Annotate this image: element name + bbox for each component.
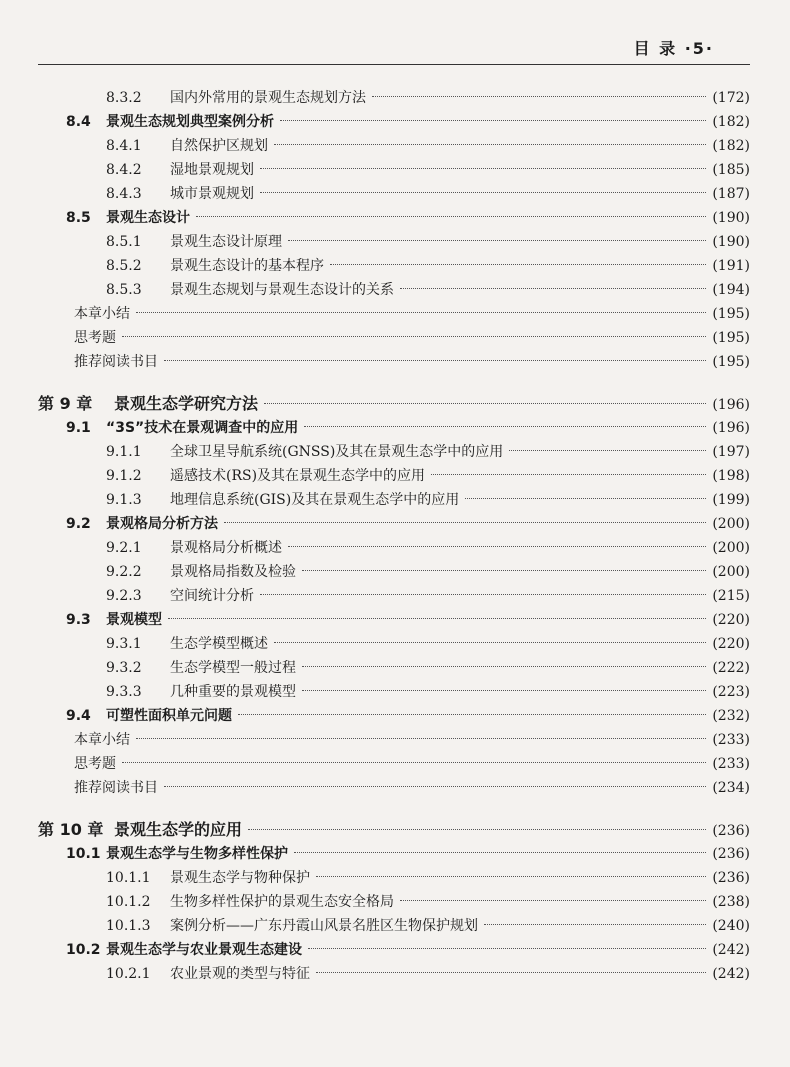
toc-entry[interactable] bbox=[38, 182, 750, 206]
dot-leader bbox=[302, 666, 706, 667]
dot-leader bbox=[302, 690, 706, 691]
toc-entry-page: (215) bbox=[712, 588, 750, 604]
toc-entry-page: (182) bbox=[712, 114, 750, 130]
toc-entry-page: (223) bbox=[712, 684, 750, 700]
toc-entry-page: (242) bbox=[712, 942, 750, 958]
toc-entry-title: 湿地景观规划 bbox=[170, 162, 254, 178]
dot-leader bbox=[280, 120, 706, 121]
toc-entry[interactable] bbox=[38, 776, 750, 800]
toc-entry-page: (200) bbox=[712, 540, 750, 556]
toc-entry[interactable] bbox=[38, 206, 750, 230]
toc-entry-title: 景观生态设计的基本程序 bbox=[170, 258, 324, 274]
toc-entry-number: 10.1.3 bbox=[106, 918, 151, 934]
toc-entry-number: 9.4 bbox=[66, 708, 91, 724]
toc-entry-page: (190) bbox=[712, 234, 750, 250]
toc-entry-title: 农业景观的类型与特征 bbox=[170, 966, 310, 982]
dot-leader bbox=[400, 288, 706, 289]
toc-entry[interactable] bbox=[38, 866, 750, 890]
toc-entry-title: 全球卫星导航系统(GNSS)及其在景观生态学中的应用 bbox=[170, 444, 504, 460]
toc-entry-page: (236) bbox=[712, 846, 750, 862]
toc-entry-page: (240) bbox=[712, 918, 750, 934]
toc-entry-title: 景观生态设计原理 bbox=[170, 234, 282, 250]
toc-entry-page: (233) bbox=[712, 756, 750, 772]
toc-entry-number: 第 9 章 bbox=[38, 394, 93, 413]
toc-entry-page: (232) bbox=[712, 708, 750, 724]
toc-entry-page: (182) bbox=[712, 138, 750, 154]
toc-entry-title: 推荐阅读书目 bbox=[74, 354, 158, 370]
dot-leader bbox=[264, 403, 706, 404]
dot-leader bbox=[224, 522, 706, 523]
toc-entry[interactable] bbox=[38, 278, 750, 302]
toc-entry-page: (234) bbox=[712, 780, 750, 796]
toc-entry-number: 9.2.1 bbox=[106, 540, 142, 556]
toc-entry[interactable] bbox=[38, 938, 750, 962]
toc-entry-title: 几种重要的景观模型 bbox=[170, 684, 296, 700]
toc-entry-title: 生物多样性保护的景观生态安全格局 bbox=[170, 894, 394, 910]
toc-entry-page: (194) bbox=[712, 282, 750, 298]
toc-entry-number: 8.4.3 bbox=[106, 186, 142, 202]
toc-entry[interactable] bbox=[38, 416, 750, 440]
toc-entry[interactable] bbox=[38, 752, 750, 776]
toc-entry-page: (195) bbox=[712, 330, 750, 346]
toc-entry-title: 本章小结 bbox=[74, 732, 130, 748]
toc-entry-number: 8.5 bbox=[66, 210, 91, 226]
toc-entry-number: 10.1 bbox=[66, 846, 101, 862]
toc-entry-title: 空间统计分析 bbox=[170, 588, 254, 604]
dot-leader bbox=[288, 240, 706, 241]
page-header: 目 录 ·5· bbox=[633, 39, 714, 58]
toc-entry-page: (200) bbox=[712, 516, 750, 532]
toc-entry-page: (199) bbox=[712, 492, 750, 508]
dot-leader bbox=[330, 264, 706, 265]
dot-leader bbox=[136, 312, 706, 313]
toc-entry[interactable] bbox=[38, 536, 750, 560]
toc-entry-title: 生态学模型一般过程 bbox=[170, 660, 296, 676]
toc-entry[interactable] bbox=[38, 350, 750, 374]
dot-leader bbox=[288, 546, 706, 547]
dot-leader bbox=[304, 426, 706, 427]
toc-entry-title: 景观模型 bbox=[106, 612, 162, 628]
toc-entry[interactable] bbox=[38, 608, 750, 632]
toc-entry-title: 遥感技术(RS)及其在景观生态学中的应用 bbox=[170, 468, 426, 484]
toc-entry-number: 8.5.1 bbox=[106, 234, 142, 250]
toc-entry-title: 推荐阅读书目 bbox=[74, 780, 158, 796]
dot-leader bbox=[308, 948, 706, 949]
toc-entry-number: 8.4.2 bbox=[106, 162, 142, 178]
table-of-contents bbox=[38, 86, 750, 986]
toc-entry-page: (196) bbox=[712, 420, 750, 436]
toc-entry-title: 景观生态学研究方法 bbox=[114, 394, 259, 413]
toc-entry-number: 9.2.2 bbox=[106, 564, 142, 580]
toc-entry-page: (191) bbox=[712, 258, 750, 274]
toc-entry-title: 生态学模型概述 bbox=[170, 636, 268, 652]
dot-leader bbox=[465, 498, 706, 499]
toc-entry-number: 8.4 bbox=[66, 114, 91, 130]
dot-leader bbox=[274, 642, 706, 643]
toc-entry[interactable] bbox=[38, 230, 750, 254]
toc-entry[interactable] bbox=[38, 728, 750, 752]
toc-entry-title: 景观生态学与农业景观生态建设 bbox=[106, 942, 302, 958]
dot-leader bbox=[316, 876, 706, 877]
toc-entry-page: (220) bbox=[712, 612, 750, 628]
toc-entry-page: (187) bbox=[712, 186, 750, 202]
toc-entry-number: 9.1 bbox=[66, 420, 91, 436]
header-rule bbox=[38, 64, 750, 65]
toc-entry-title: 国内外常用的景观生态规划方法 bbox=[170, 90, 366, 106]
dot-leader bbox=[122, 336, 706, 337]
dot-leader bbox=[122, 762, 706, 763]
dot-leader bbox=[274, 144, 706, 145]
chapter-gap bbox=[38, 374, 750, 392]
toc-entry-page: (200) bbox=[712, 564, 750, 580]
toc-entry-title: 思考题 bbox=[74, 330, 116, 346]
toc-entry[interactable] bbox=[38, 158, 750, 182]
toc-entry[interactable] bbox=[38, 302, 750, 326]
toc-entry-number: 9.3 bbox=[66, 612, 91, 628]
toc-entry-page: (195) bbox=[712, 354, 750, 370]
toc-entry-page: (236) bbox=[712, 870, 750, 886]
toc-entry-page: (198) bbox=[712, 468, 750, 484]
toc-entry-page: (172) bbox=[712, 90, 750, 106]
toc-entry-title: 景观格局分析方法 bbox=[106, 516, 218, 532]
toc-entry-title: 景观生态规划典型案例分析 bbox=[106, 114, 274, 130]
toc-entry[interactable] bbox=[38, 440, 750, 464]
toc-entry[interactable] bbox=[38, 818, 750, 842]
toc-entry[interactable] bbox=[38, 464, 750, 488]
dot-leader bbox=[400, 900, 706, 901]
toc-entry-page: (190) bbox=[712, 210, 750, 226]
toc-entry-number: 10.2.1 bbox=[106, 966, 151, 982]
toc-entry[interactable] bbox=[38, 254, 750, 278]
toc-entry-number: 9.1.2 bbox=[106, 468, 142, 484]
toc-entry-title: 景观生态设计 bbox=[106, 210, 190, 226]
toc-entry-title: 本章小结 bbox=[74, 306, 130, 322]
toc-entry-title: 城市景观规划 bbox=[170, 186, 254, 202]
toc-entry-number: 8.4.1 bbox=[106, 138, 142, 154]
toc-entry-number: 9.3.1 bbox=[106, 636, 142, 652]
toc-entry[interactable] bbox=[38, 392, 750, 416]
toc-entry-title: 景观生态学与物种保护 bbox=[170, 870, 310, 886]
toc-entry-title: “3S”技术在景观调查中的应用 bbox=[106, 420, 299, 436]
toc-entry-page: (222) bbox=[712, 660, 750, 676]
toc-entry-page: (196) bbox=[712, 397, 750, 413]
toc-entry-title: 景观格局指数及检验 bbox=[170, 564, 296, 580]
toc-entry-title: 地理信息系统(GIS)及其在景观生态学中的应用 bbox=[170, 492, 460, 508]
toc-entry-number: 9.3.3 bbox=[106, 684, 142, 700]
toc-entry-title: 自然保护区规划 bbox=[170, 138, 268, 154]
chapter-gap bbox=[38, 800, 750, 818]
toc-entry-title: 景观生态学与生物多样性保护 bbox=[106, 846, 288, 862]
toc-entry-number: 9.1.3 bbox=[106, 492, 142, 508]
toc-entry[interactable] bbox=[38, 584, 750, 608]
toc-entry-number: 10.2 bbox=[66, 942, 101, 958]
dot-leader bbox=[484, 924, 706, 925]
toc-entry[interactable] bbox=[38, 488, 750, 512]
toc-entry-title: 景观格局分析概述 bbox=[170, 540, 282, 556]
dot-leader bbox=[196, 216, 706, 217]
toc-entry-page: (236) bbox=[712, 823, 750, 839]
toc-entry-page: (220) bbox=[712, 636, 750, 652]
toc-entry-number: 9.2 bbox=[66, 516, 91, 532]
toc-entry-page: (195) bbox=[712, 306, 750, 322]
toc-entry[interactable] bbox=[38, 680, 750, 704]
toc-entry[interactable] bbox=[38, 512, 750, 536]
toc-entry-title: 景观生态规划与景观生态设计的关系 bbox=[170, 282, 394, 298]
dot-leader bbox=[168, 618, 706, 619]
toc-entry-page: (185) bbox=[712, 162, 750, 178]
toc-entry[interactable] bbox=[38, 110, 750, 134]
toc-entry-page: (242) bbox=[712, 966, 750, 982]
toc-entry-number: 9.1.1 bbox=[106, 444, 142, 460]
dot-leader bbox=[238, 714, 706, 715]
toc-entry[interactable] bbox=[38, 656, 750, 680]
toc-entry[interactable] bbox=[38, 86, 750, 110]
toc-entry-page: (233) bbox=[712, 732, 750, 748]
toc-entry-number: 第 10 章 bbox=[38, 820, 104, 839]
dot-leader bbox=[136, 738, 706, 739]
toc-entry[interactable] bbox=[38, 560, 750, 584]
toc-entry[interactable] bbox=[38, 890, 750, 914]
toc-entry[interactable] bbox=[38, 134, 750, 158]
toc-entry[interactable] bbox=[38, 632, 750, 656]
dot-leader bbox=[316, 972, 706, 973]
toc-entry-page: (197) bbox=[712, 444, 750, 460]
dot-leader bbox=[260, 192, 706, 193]
toc-entry-number: 9.2.3 bbox=[106, 588, 142, 604]
dot-leader bbox=[372, 96, 706, 97]
dot-leader bbox=[164, 786, 706, 787]
toc-entry[interactable] bbox=[38, 842, 750, 866]
dot-leader bbox=[294, 852, 706, 853]
dot-leader bbox=[509, 450, 706, 451]
toc-entry-title: 思考题 bbox=[74, 756, 116, 772]
toc-entry-title: 案例分析——广东丹霞山风景名胜区生物保护规划 bbox=[170, 918, 478, 934]
toc-entry-number: 8.5.2 bbox=[106, 258, 142, 274]
dot-leader bbox=[302, 570, 706, 571]
dot-leader bbox=[164, 360, 706, 361]
toc-entry-number: 8.3.2 bbox=[106, 90, 142, 106]
toc-entry-page: (238) bbox=[712, 894, 750, 910]
toc-entry-title: 可塑性面积单元问题 bbox=[106, 708, 232, 724]
toc-entry-title: 景观生态学的应用 bbox=[114, 820, 243, 839]
toc-entry[interactable] bbox=[38, 704, 750, 728]
toc-entry-number: 8.5.3 bbox=[106, 282, 142, 298]
dot-leader bbox=[431, 474, 706, 475]
dot-leader bbox=[260, 594, 706, 595]
toc-entry-number: 9.3.2 bbox=[106, 660, 142, 676]
toc-entry[interactable] bbox=[38, 326, 750, 350]
toc-entry[interactable] bbox=[38, 962, 750, 986]
toc-entry[interactable] bbox=[38, 914, 750, 938]
dot-leader bbox=[260, 168, 706, 169]
toc-entry-number: 10.1.1 bbox=[106, 870, 151, 886]
dot-leader bbox=[248, 829, 706, 830]
toc-entry-number: 10.1.2 bbox=[106, 894, 151, 910]
